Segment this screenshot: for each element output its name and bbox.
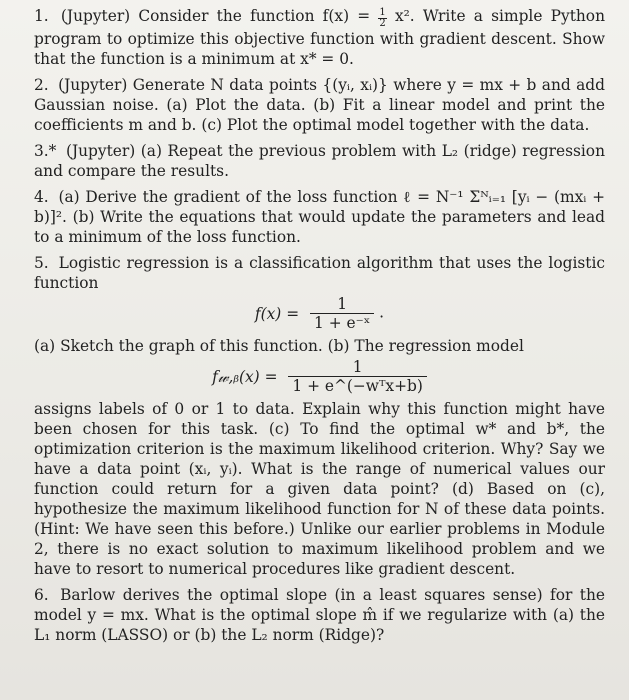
problem-number: 1.: [34, 7, 49, 25]
equation-fraction: [310, 295, 374, 332]
problem-text-cont: x². Write a simple Python program to optimize this objective function with gradient descent. Show that the function is a minimum at x* = 0.: [34, 7, 605, 68]
problem-4: [34, 187, 605, 247]
problem-end-text: assigns labels of 0 or 1 to data. Explain why this function might have been chosen for this task. (c) To find the optimal w* and b*, the optimization criterion is the maximum likelihood criterion. Why? Say we have a data point (xᵢ, yᵢ). What is the range of numerical values our function could return for a given data point? (d) Based on (c), hypothesize the maximum likelihood function for N of these data points. (Hint: We have seen this before.) Unlike our earlier problems in Module 2, there is no exact solution to maximum likelihood problem and we have to resort to numerical procedures like gradient descent.: [34, 400, 605, 578]
problem-6: [34, 585, 605, 645]
problem-number: 3.*: [34, 142, 57, 160]
problem-number: 2.: [34, 76, 49, 94]
equation-lhs: f𝓌,ᵦ(x) =: [212, 367, 278, 386]
problem-text: (Jupyter) Consider the function f(x) =: [60, 7, 371, 25]
inline-fraction: [378, 8, 386, 29]
equation-fraction: [288, 358, 426, 395]
fraction-numerator: 1: [379, 7, 386, 18]
problem-text: (a) Derive the gradient of the loss function ℓ = N⁻¹ Σᴺᵢ₌₁ [yᵢ − (mxᵢ + b)]². (b) Write the equations that would update the parameters and lead to a minimum of the loss function.: [34, 188, 605, 246]
equation-numerator: 1: [288, 358, 426, 377]
equation-denominator: 1 + e^(−wᵀx+b): [292, 377, 423, 395]
problem-text: (Jupyter) Generate N data points {(yᵢ, xᵢ)} where y = mx + b and add Gaussian noise. (a) Plot the data. (b) Fit a linear model and print the coefficients m and b. (c) Plot the optimal model together with the data.: [34, 76, 605, 134]
problem-2: [34, 75, 605, 135]
equation-numerator: 1: [310, 295, 374, 314]
equation-denominator: 1 + e⁻ˣ: [314, 314, 371, 332]
problem-1: [34, 6, 605, 69]
fraction-denominator: 2: [379, 18, 386, 29]
equation-lhs: f(x) =: [254, 304, 300, 323]
regression-model-equation: [34, 358, 605, 395]
problem-3: [34, 141, 605, 181]
equation-period: .: [379, 303, 385, 322]
problem-mid-text: (a) Sketch the graph of this function. (b) The regression model: [34, 337, 524, 355]
problem-text: Barlow derives the optimal slope (in a least squares sense) for the model y = mx. What is the optimal slope m̂ if we regularize with (a) the L₁ norm (LASSO) or (b) the L₂ norm (Ridge)?: [34, 586, 605, 644]
problem-number: 5.: [34, 254, 49, 272]
logistic-equation: [34, 295, 605, 332]
problem-number: 6.: [34, 586, 49, 604]
problem-5: [34, 253, 605, 579]
problem-number: 4.: [34, 188, 49, 206]
problem-intro-text: Logistic regression is a classification algorithm that uses the logistic function: [34, 254, 605, 292]
problem-text: (Jupyter) (a) Repeat the previous problem with L₂ (ridge) regression and compare the results.: [34, 142, 605, 180]
